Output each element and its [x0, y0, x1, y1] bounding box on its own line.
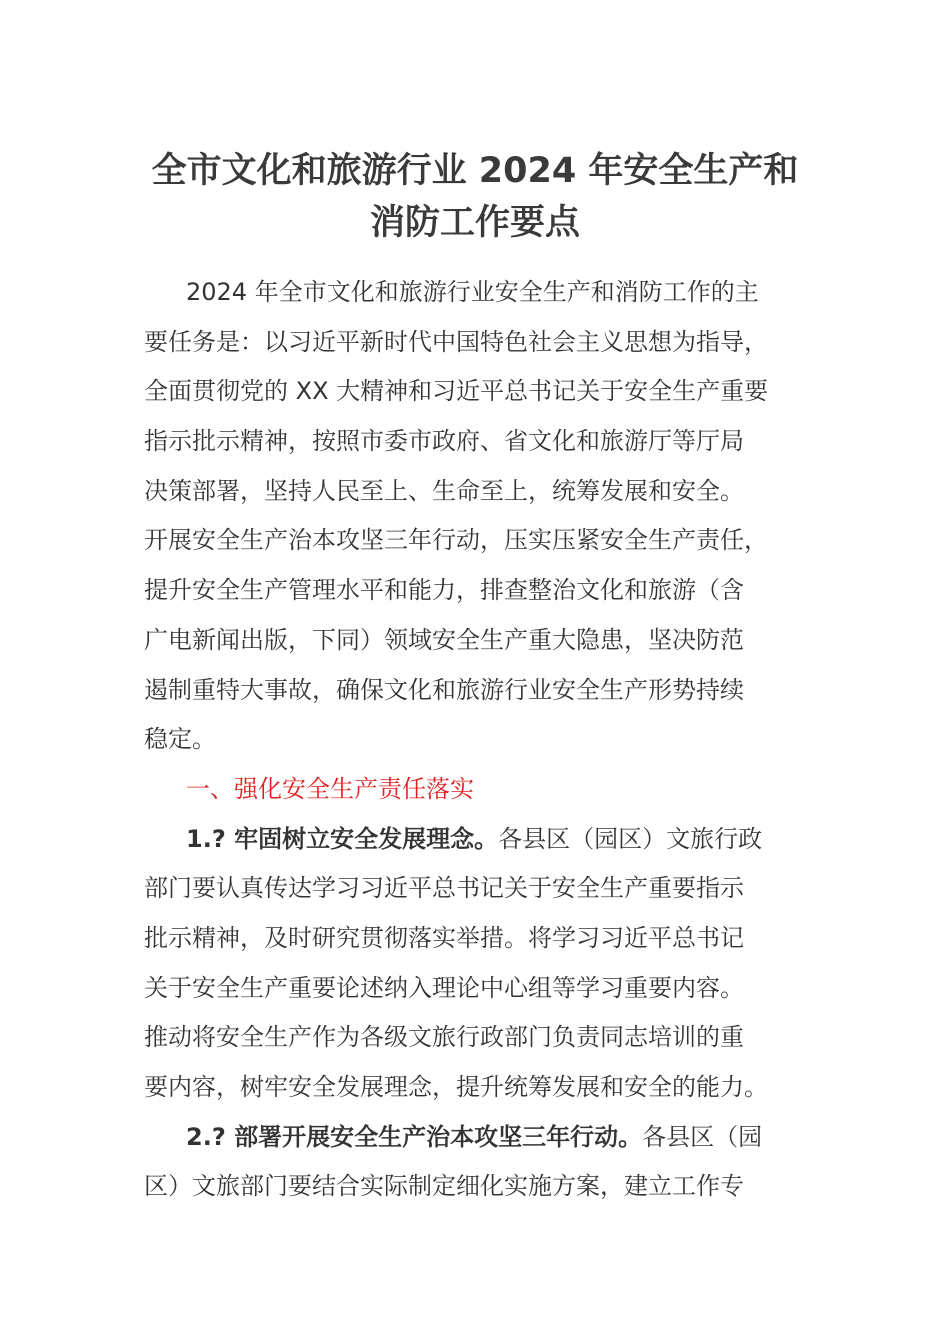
intro-line: 广电新闻出版，下同）领域安全生产重大隐患，坚决防范 — [144, 625, 744, 654]
document-body — [144, 268, 809, 1212]
intro-line: 指示批示精神，按照市委市政府、省文化和旅游厅等厅局 — [144, 427, 744, 456]
document-title — [100, 145, 850, 249]
title-line-2: 消防工作要点 — [369, 203, 580, 243]
item-1-line: 要内容，树牢安全发展理念，提升统筹发展和安全的能力。 — [144, 1073, 768, 1101]
item-1-line: 部门要认真传达学习习近平总书记关于安全生产重要指示 — [144, 874, 744, 903]
intro-line: 遏制重特大事故，确保文化和旅游行业安全生产形势持续 — [144, 675, 744, 704]
section-heading: 一、强化安全生产责任落实 — [186, 774, 474, 803]
item-1-lead-rest: 各县区（园区）文旅行政 — [498, 824, 763, 853]
item-1-lead: 1.? 牢固树立安全发展理念。 — [186, 824, 499, 853]
intro-line: 开展安全生产治本攻坚三年行动，压实压紧安全生产责任， — [144, 526, 768, 555]
title-line-1: 全市文化和旅游行业 2024 年安全生产和 — [151, 151, 799, 191]
item-2-lead-rest: 各县区（园 — [642, 1122, 763, 1151]
item-2-line: 区）文旅部门要结合实际制定细化实施方案，建立工作专 — [144, 1172, 744, 1201]
item-1-line: 关于安全生产重要论述纳入理论中心组等学习重要内容。 — [144, 973, 744, 1002]
item-1-line: 推动将安全生产作为各级文旅行政部门负责同志培训的重 — [144, 1023, 744, 1052]
item-2-lead: 2.? 部署开展安全生产治本攻坚三年行动。 — [186, 1122, 643, 1151]
item-2-first-line — [144, 1113, 809, 1163]
item-1-first-line — [144, 815, 809, 865]
intro-line: 要任务是：以习近平新时代中国特色社会主义思想为指导， — [144, 327, 768, 356]
item-1-line: 批示精神，及时研究贯彻落实举措。将学习习近平总书记 — [144, 923, 744, 952]
intro-line: 全面贯彻党的 XX 大精神和习近平总书记关于安全生产重要 — [144, 377, 769, 406]
intro-line: 提升安全生产管理水平和能力，排查整治文化和旅游（含 — [144, 576, 744, 605]
intro-line: 决策部署，坚持人民至上、生命至上，统筹发展和安全。 — [144, 476, 744, 505]
intro-line: 稳定。 — [144, 725, 216, 754]
intro-line: 2024 年全市文化和旅游行业安全生产和消防工作的主 — [186, 278, 759, 306]
